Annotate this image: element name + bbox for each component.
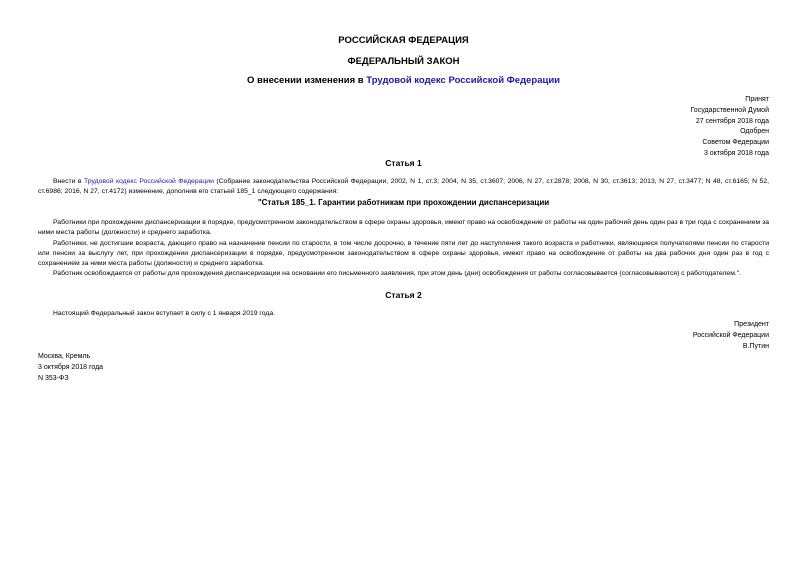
signing-place: Москва, Кремль [38,353,91,360]
paragraph-2: Работники, не достигшие возраста, дающего право на назначение пенсии по старости, в том числе досрочно, в течение пяти лет до наступления такого возраста и работники, являющиеся получателями пенсии по старости или пенсии за выслугу лет, при прохождении диспансеризации в порядке, предусмотренном законодательством в сфере охраны здоровья, имеют право на освобождение от работы на два рабочих дня один раз в год с сохранением за ними места работы (должности) и среднего заработка. [38,239,769,268]
article-1-heading: Статья 1 [385,158,422,168]
adopted-label: Принят [745,96,769,103]
president-title: Президент [734,321,769,328]
law-number: N 353-ФЗ [38,374,69,382]
law-title [0,75,807,86]
president-name: В.Путин [742,342,769,350]
labor-code-link[interactable]: Трудовой кодекс Российской Федерации [366,75,560,86]
country-heading: РОССИЙСКАЯ ФЕДЕРАЦИЯ [338,35,469,46]
article-1-intro [38,177,769,198]
signing-details [38,352,103,384]
signing-date: 3 октября 2018 года [38,363,104,371]
article-2-heading: Статья 2 [385,290,422,300]
paragraph-1: Работники при прохождении диспансеризации в порядке, предусмотренном законодательством в сфере охраны здоровья, имеют право на освобождение от работы на один рабочий день один раз в три года с сохранением за ними места работы (должности) и среднего заработка. [38,219,769,237]
adopted-date: 27 сентября 2018 года [695,117,769,125]
new-article-body [38,218,769,280]
paragraph-3: Работник освобождается от работы для прохождения диспансеризации на основании его письменного заявления, при этом день (дни) освобождения от работы согласовывается (согласовываются) с работодателем.". [53,270,742,278]
intro-rest: (Собрание законодательства Российской Федерации, 2002, N 1, ст.3; 2004, N 35, ст.3607; 2006, N 27, ст.2878; 2008, N 30, ст.3613; 2013, N 27, ст.3477; N 48, ст.6165; N 52, ст.6986; 2016, N 27, ст.4172) изменение, дополнив его статьей 185_1 следующего содержания: [38,178,769,196]
adoption-block [690,95,769,160]
law-title-prefix: О внесении изменения в [247,75,367,86]
intro-prefix: Внести в [53,178,84,185]
approved-date: 3 октября 2018 года [703,149,769,157]
president-signature-block [693,320,769,352]
adopted-by: Государственной Думой [690,106,769,114]
approved-by: Советом Федерации [702,139,769,147]
doc-type-heading: ФЕДЕРАЛЬНЫЙ ЗАКОН [347,56,460,67]
president-country: Российской Федерации [692,331,769,339]
effective-date-text: Настоящий Федеральный закон вступает в силу с 1 января 2019 года. [53,310,276,317]
labor-code-link-inline[interactable]: Трудовой кодекс Российской Федерации [83,178,214,185]
new-article-title: "Статья 185_1. Гарантии работникам при прохождении диспансеризации [257,198,550,207]
article-2-body [38,309,769,319]
approved-label: Одобрен [740,128,769,136]
